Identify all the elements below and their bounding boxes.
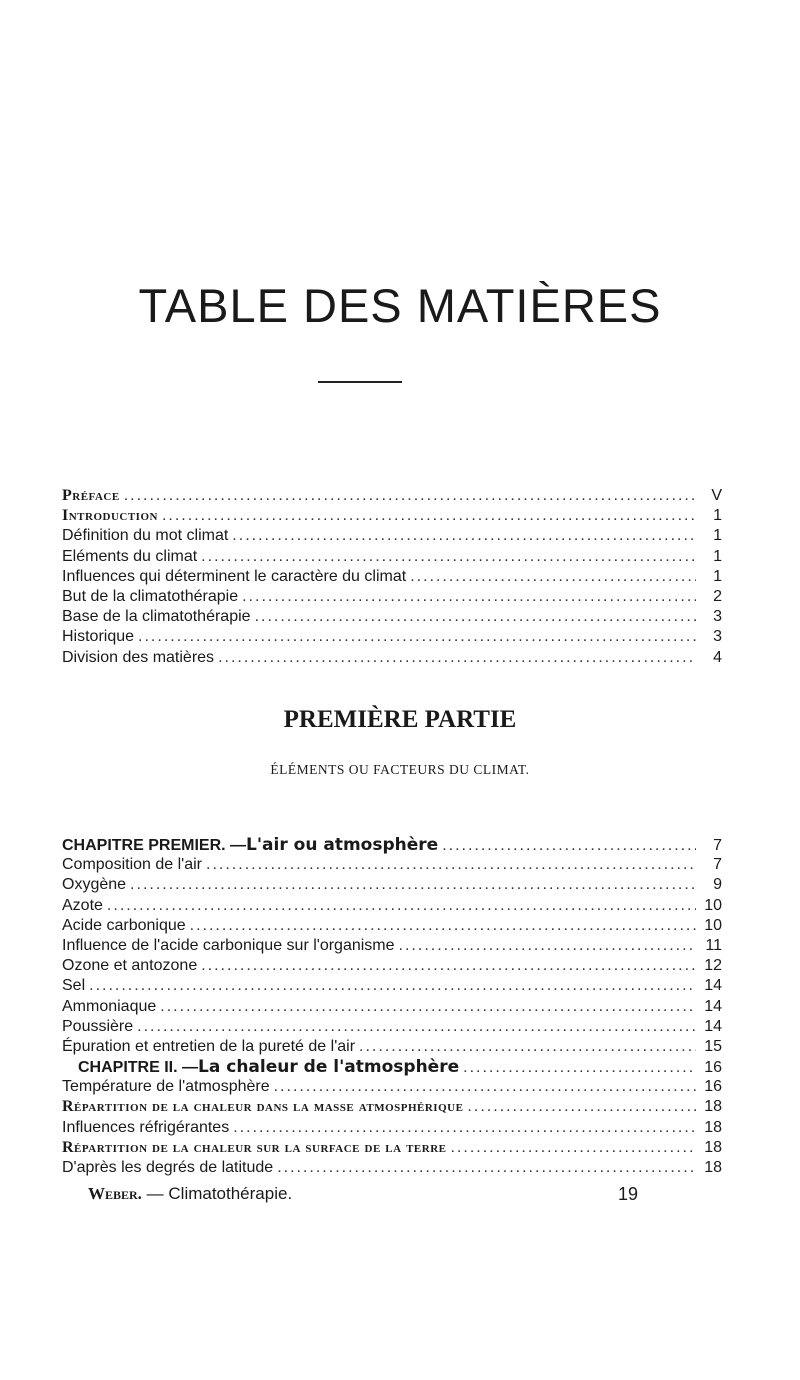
page-number: 16	[704, 1059, 722, 1077]
toc-entry	[62, 916, 722, 936]
dot-leader	[89, 976, 696, 996]
page-number: 18	[704, 1098, 722, 1116]
title-divider	[318, 381, 402, 383]
dot-leader	[399, 936, 696, 956]
page-number: 18	[704, 1118, 722, 1136]
toc-entry-label: Eléments du climat	[62, 547, 198, 565]
dot-leader	[137, 1017, 696, 1037]
toc-entry-label: Influences qui déterminent le caractère du climat	[62, 567, 407, 585]
toc-entry-label: Préface	[62, 487, 120, 504]
page-number: 15	[704, 1037, 722, 1055]
footer-text: — Climatothérapie.	[141, 1184, 293, 1203]
toc-entry-label: Acide carbonique	[62, 916, 186, 934]
dot-leader	[201, 956, 696, 976]
dot-leader	[130, 875, 696, 895]
page-number: 3	[713, 628, 722, 646]
dot-leader	[410, 567, 696, 587]
dot-leader	[450, 1138, 696, 1158]
sheet-number: 19	[617, 1184, 638, 1204]
toc-entry-label: CHAPITRE PREMIER. —	[62, 837, 247, 854]
toc-entry-label: Ozone et antozone	[62, 957, 198, 975]
dot-leader	[233, 1118, 696, 1138]
toc-entry-label: Répartition de la chaleur dans la masse atmosphérique	[62, 1098, 464, 1116]
page-number: 14	[704, 977, 722, 995]
dot-leader	[442, 836, 696, 856]
toc-entry-label: Division des matières	[62, 648, 215, 666]
toc-entry-label: Influence de l'acide carbonique sur l'organisme	[62, 936, 395, 954]
page-footer	[88, 1184, 718, 1204]
toc-entry	[62, 567, 722, 587]
toc-chapter-entry	[62, 1057, 722, 1077]
toc-entry	[62, 997, 722, 1017]
toc-entry	[62, 1037, 722, 1057]
page-number: 18	[704, 1138, 722, 1156]
page-number: 1	[713, 507, 722, 525]
toc-entry	[62, 936, 722, 956]
page-number: 1	[713, 567, 722, 585]
part-heading: PREMIÈRE PARTIE	[283, 706, 517, 733]
toc-entry-label: D'après les degrés de latitude	[62, 1159, 274, 1176]
toc-entry-label: Composition de l'air	[62, 856, 203, 874]
page-number: 1	[713, 547, 722, 565]
toc-entry-label: Température de l'atmosphère	[62, 1078, 270, 1096]
dot-leader	[467, 1097, 696, 1117]
toc-entry	[62, 956, 722, 976]
page-number: 16	[704, 1078, 722, 1096]
toc-entry	[62, 1158, 722, 1178]
page-number: 2	[713, 587, 722, 605]
toc-entry-label: Introduction	[62, 507, 158, 525]
dot-leader	[463, 1058, 696, 1078]
dot-leader	[206, 855, 696, 875]
page-number: 7	[713, 856, 722, 874]
chapter-title: L'air ou atmosphère	[246, 835, 439, 855]
toc-entry	[62, 1138, 722, 1158]
page-title: TABLE DES MATIÈRES	[138, 279, 662, 332]
dot-leader	[232, 526, 696, 546]
dot-leader	[255, 607, 696, 627]
dot-leader	[138, 627, 696, 647]
dot-leader	[359, 1037, 696, 1057]
page-number: 10	[704, 896, 722, 914]
chapter-title: La chaleur de l'atmosphère	[198, 1057, 460, 1078]
page-number: 7	[713, 837, 722, 854]
page-number: 14	[704, 1017, 722, 1035]
toc-entry	[62, 896, 722, 916]
toc-entry-label: Oxygène	[62, 876, 127, 894]
dot-leader	[124, 486, 696, 506]
toc-entry-label: Répartition de la chaleur sur la surface de la terre	[62, 1138, 447, 1156]
dot-leader	[277, 1158, 696, 1178]
toc-entry	[62, 547, 722, 567]
dot-leader	[274, 1077, 696, 1097]
toc-entry-label: Poussière	[62, 1017, 134, 1035]
toc-entry	[62, 607, 722, 627]
dot-leader	[160, 997, 696, 1017]
page-number: 18	[704, 1159, 722, 1176]
toc-entry	[62, 486, 722, 506]
toc-entry-label: CHAPITRE II. —	[78, 1059, 199, 1077]
toc-entry-label: Azote	[62, 896, 103, 914]
toc-entry	[62, 875, 722, 895]
toc-entry	[62, 1118, 722, 1138]
toc-entry-label: Sel	[62, 977, 86, 995]
toc-entry	[62, 855, 722, 875]
toc-entry	[62, 1017, 722, 1037]
toc-entry	[62, 648, 722, 668]
page-number: 14	[704, 997, 722, 1015]
toc-entry	[62, 1097, 722, 1117]
footer-signature: Weber.	[88, 1184, 142, 1203]
toc-entry-label: Définition du mot climat	[62, 527, 229, 545]
toc-entry-label: Épuration et entretien de la pureté de l'air	[62, 1037, 356, 1055]
toc-entry	[62, 976, 722, 996]
toc-entry	[62, 506, 722, 526]
toc-chapter-entry	[62, 835, 722, 855]
toc-entry-label: Base de la climatothérapie	[62, 608, 251, 626]
toc-entry-label: Influences réfrigérantes	[62, 1118, 230, 1136]
page-number: 3	[713, 608, 722, 626]
part-subheading: ÉLÉMENTS OU FACTEURS DU CLIMAT.	[270, 762, 530, 777]
toc-entry	[62, 587, 722, 607]
toc-entry-label: Historique	[62, 628, 135, 646]
page-number: 4	[713, 648, 722, 666]
toc-entry	[62, 526, 722, 546]
dot-leader	[218, 648, 696, 668]
front-matter-list	[62, 486, 722, 668]
toc-entry	[62, 1077, 722, 1097]
page-number: 1	[713, 527, 722, 545]
toc-entry	[62, 627, 722, 647]
dot-leader	[190, 916, 696, 936]
dot-leader	[201, 547, 696, 567]
dot-leader	[242, 587, 696, 607]
page-number: 12	[704, 957, 722, 975]
toc-entry-label: But de la climatothérapie	[62, 587, 239, 605]
page-number: V	[711, 487, 722, 504]
page-number: 10	[704, 916, 722, 934]
page-number: 11	[705, 936, 722, 954]
contents-list	[62, 835, 722, 1178]
page-number: 9	[713, 876, 722, 894]
dot-leader	[162, 506, 696, 526]
dot-leader	[107, 896, 696, 916]
toc-entry-label: Ammoniaque	[62, 997, 157, 1015]
